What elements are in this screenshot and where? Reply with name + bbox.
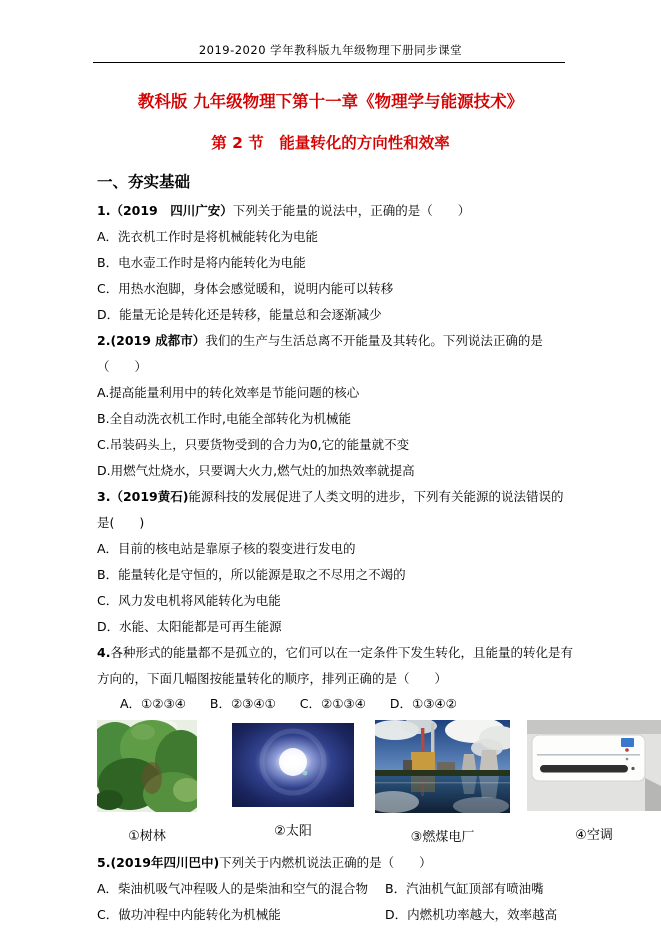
question-3-option-b: B．能量转化是守恒的，所以能源是取之不尽用之不竭的	[97, 567, 406, 582]
questions-area	[97, 198, 573, 714]
question-4-option-a: A．①②③④	[120, 696, 186, 711]
question-1-text: 下列关于能量的说法中，正确的是（ ）	[232, 203, 471, 218]
question-2-option-d: D.用燃气灶烧水，只要调大火力,燃气灶的加热效率就提高	[97, 463, 415, 478]
question-4-text: 各种形式的能量都不是孤立的，它们可以在一定条件下发生转化，且能量的转化是有方向的，下面几幅图按能量转化的顺序，排列正确的是（ ）	[97, 645, 573, 686]
forest-photo	[97, 720, 197, 816]
question-1-option-c: C．用热水泡脚，身体会感觉暖和，说明内能可以转移	[97, 281, 394, 296]
question-4-options	[97, 694, 573, 714]
figure-sun	[232, 720, 354, 839]
question-4-option-d: D．①③④②	[389, 696, 457, 711]
air-conditioner-photo	[527, 720, 661, 815]
question-2	[97, 328, 573, 484]
question-2-option-b: B.全自动洗衣机工作时,电能全部转化为机械能	[97, 411, 352, 426]
sun-photo	[232, 723, 354, 811]
question-5-stem	[97, 850, 573, 876]
figure-sun-caption: ②太阳	[274, 824, 312, 839]
header-divider	[93, 62, 565, 63]
figure-forest	[97, 720, 197, 844]
question-3-text: 能源科技的发展促进了人类文明的进步，下列有关能源的说法错误的是( )	[97, 489, 564, 530]
question-1-stem	[97, 198, 573, 224]
question-2-text: 我们的生产与生活总离不开能量及其转化。下列说法正确的是（ ）	[97, 333, 543, 374]
coal-power-plant-photo	[375, 720, 510, 817]
question-3	[97, 484, 573, 640]
part1-heading: 一、夯实基础	[97, 173, 191, 191]
question-2-number: 2.(2019 成都市）	[97, 333, 206, 348]
question-5-number: 5.(2019年四川巴中)	[97, 855, 220, 870]
question-5	[97, 850, 573, 928]
question-2-stem	[97, 328, 573, 380]
question-5-option-d: D．内燃机功率越大，效率越高	[385, 907, 558, 922]
page-header: 2019-2020 学年教科版九年级物理下册同步课堂	[198, 43, 463, 57]
question-3-option-c: C．风力发电机将风能转化为电能	[97, 593, 281, 608]
figure-coal-plant-caption: ③燃煤电厂	[410, 830, 475, 845]
question-5-option-c: C．做功冲程中内能转化为机械能	[97, 907, 281, 922]
question-1-option-a: A．洗衣机工作时是将机械能转化为电能	[97, 229, 319, 244]
question-1	[97, 198, 573, 328]
question-4-option-b: B．②③④①	[209, 696, 276, 711]
energy-figures-row	[97, 720, 661, 845]
question-5-option-b: B．汽油机气缸顶部有喷油嘴	[385, 881, 544, 896]
section-title: 第 2 节 能量转化的方向性和效率	[211, 134, 450, 152]
question-5-text: 下列关于内燃机说法正确的是（ ）	[219, 855, 432, 870]
question-1-option-b: B．电水壶工作时是将内能转化为电能	[97, 255, 306, 270]
figure-forest-caption: ①树林	[128, 829, 166, 844]
figure-air-conditioner-caption: ④空调	[575, 828, 613, 843]
question-2-option-a: A.提高能量利用中的转化效率是节能问题的核心	[97, 385, 360, 400]
question-4-stem	[97, 640, 573, 692]
question-1-option-d: D．能量无论是转化还是转移，能量总和会逐渐减少	[97, 307, 382, 322]
question-3-number: 3.（2019黄石)	[97, 489, 189, 504]
question-4-number: 4.	[97, 645, 111, 660]
question-3-option-a: A．目前的核电站是靠原子核的裂变进行发电的	[97, 541, 356, 556]
question-4	[97, 640, 573, 714]
question-5-option-a: A．柴油机吸气冲程吸人的是柴油和空气的混合物	[97, 881, 369, 896]
question-3-option-d: D．水能、太阳能都是可再生能源	[97, 619, 282, 634]
question-1-number: 1.（2019 四川广安）	[97, 203, 233, 218]
question-4-option-c: C．②①③④	[299, 696, 366, 711]
chapter-title: 教科版 九年级物理下第十一章《物理学与能源技术》	[137, 92, 524, 111]
figure-coal-plant	[375, 720, 510, 845]
question-3-stem	[97, 484, 573, 536]
figure-air-conditioner	[527, 720, 661, 843]
question-2-option-c: C.吊装码头上，只要货物受到的合力为0,它的能量就不变	[97, 437, 410, 452]
question-5-options	[97, 876, 573, 928]
